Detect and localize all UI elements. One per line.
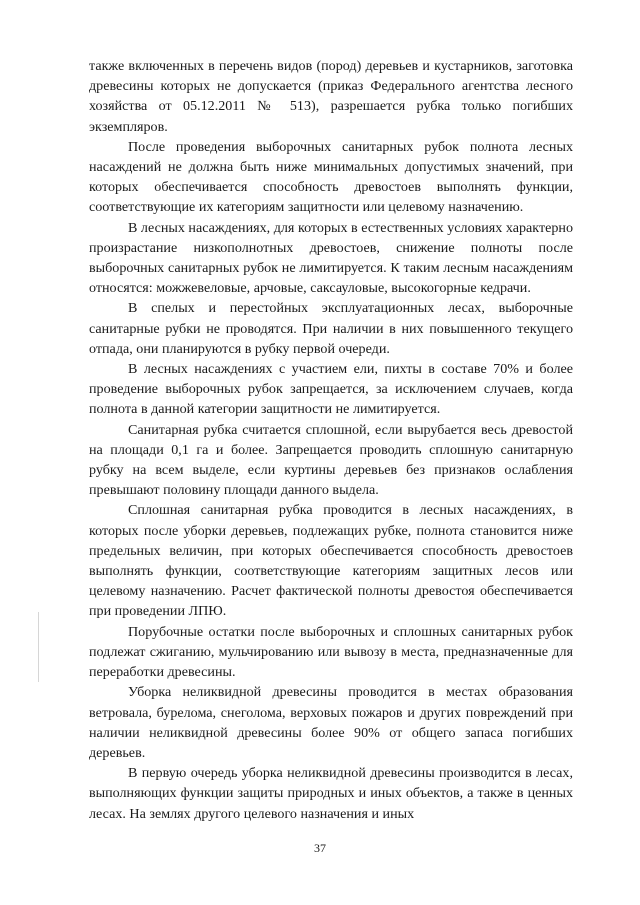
paragraph: В лесных насаждениях с участием ели, пихты в составе 70% и более проведение выборочных рубок запрещается, за исключением случаев, когда полнота в данной категории защитности не лимитируется. [89,361,573,418]
paragraph: В спелых и перестойных эксплуатационных лесах, выборочные санитарные рубки не проводятся. При наличии в них повышенного текущего отпада, они планируются в рубку первой очереди. [89,300,573,357]
body-text [89,56,573,824]
page-number: 37 [314,841,326,855]
paragraph: Порубочные остатки после выборочных и сплошных санитарных рубок подлежат сжиганию, мульчированию или вывозу в места, предназначенные для переработки древесины. [89,623,573,681]
paragraph: В лесных насаждениях, для которых в естественных условиях характерно произрастание низкополнотных древостоев, снижение полноты после выборочных санитарных рубок не лимитируется. К таким лесным насаждениям относятся: можжевеловые, арчовые, саксауловые, высокогорные кедрачи. [89,219,573,297]
paragraph: После проведения выборочных санитарных рубок полнота лесных насаждений не должна быть ниже минимальных допустимых значений, при которых обеспечивается способность древостоев выполнять функции, соответствующие их категориям защитности или целевому назначению. [89,138,573,216]
paragraph: Санитарная рубка считается сплошной, если вырубается весь древостой на площади 0,1 га и более. Запрещается проводить сплошную санитарную рубку на всем выделе, если куртины деревьев без признаков ослабления превышают половину площади данного выдела. [89,421,573,499]
scan-margin-mark [38,612,39,682]
paragraph: Сплошная санитарная рубка проводится в лесных насаждениях, в которых после уборки деревьев, подлежащих рубке, полнота становится ниже предельных величин, при которых обеспечивается способность древостоев выполнять функции, соответствующие категориям защитных лесов или целевому назначению. Расчет фактической полноты древостоя обеспечивается при проведении ЛПЮ. [89,502,573,620]
paragraph-continuation: также включенных в перечень видов (пород) деревьев и кустарников, заготовка древесины которых не допускается (приказ Федерального агентства лесного хозяйства от 05.12.2011 № 513), разрешается рубка только погибших экземпляров. [89,58,573,135]
paragraph: В первую очередь уборка неликвидной древесины производится в лесах, выполняющих функции защиты природных и иных объектов, а также в ценных лесах. На землях другого целевого назначения и иных [89,765,573,822]
paragraph: Уборка неликвидной древесины проводится в местах образования ветровала, бурелома, снеголома, верховых пожаров и других повреждений при наличии неликвидной древесины более 90% от общего запаса погибших деревьев. [89,684,573,761]
